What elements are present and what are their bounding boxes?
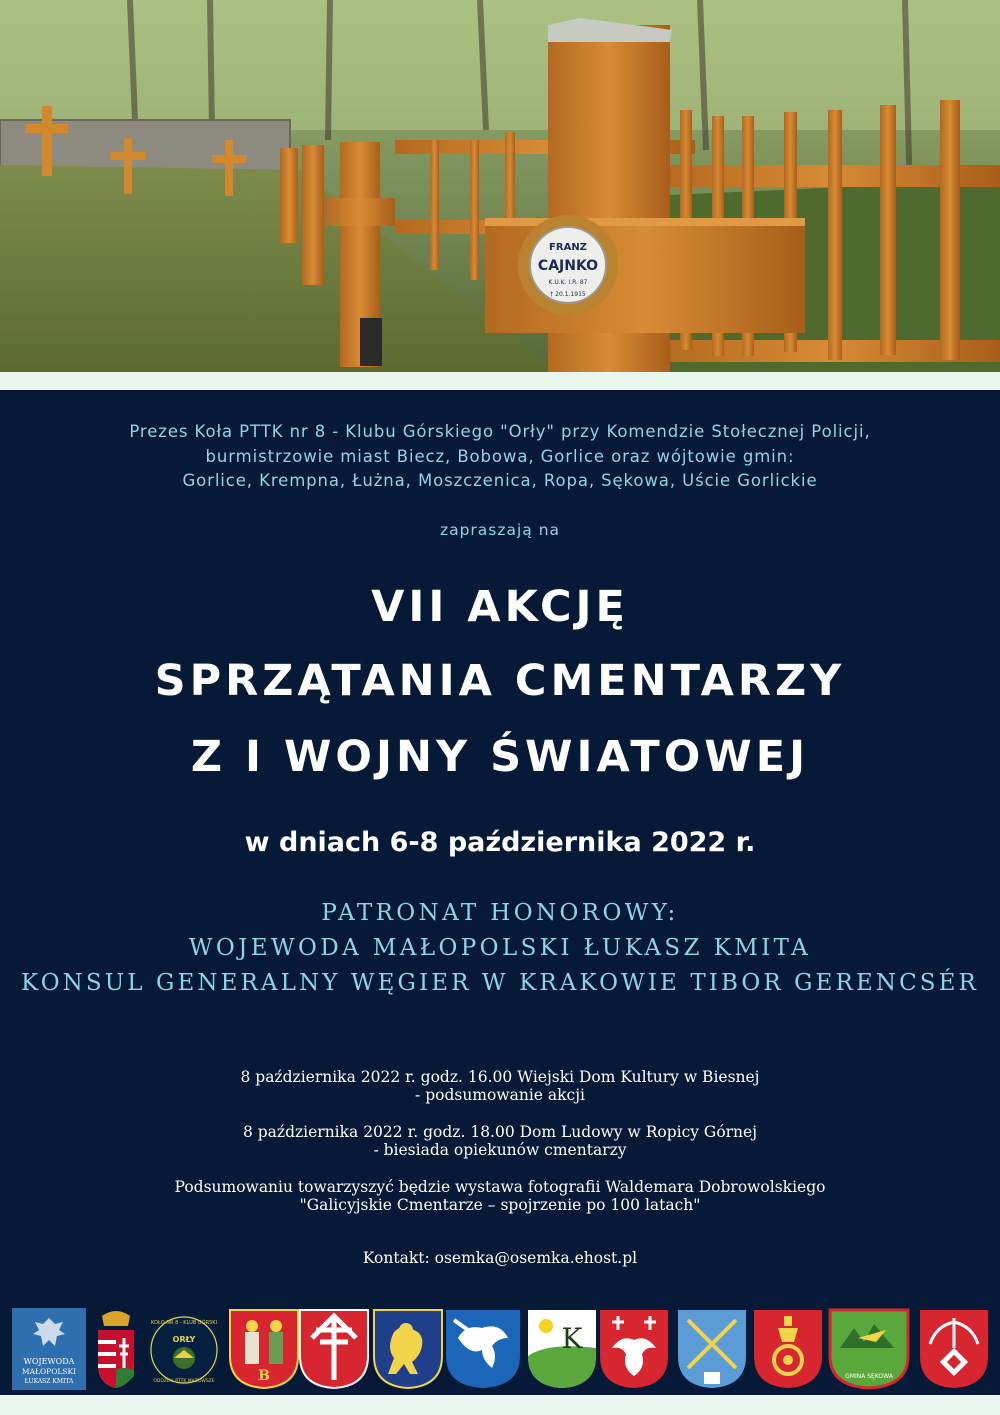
- wojewoda-line-3: ŁUKASZ KMITA: [24, 1378, 74, 1385]
- lamp-crest-icon: [752, 1308, 824, 1390]
- sponsor-logos-row: [0, 1308, 1000, 1392]
- contact-info[interactable]: Kontakt: osemka@osemka.ehost.pl: [362, 1249, 638, 1267]
- exhibition-line: Podsumowaniu towarzyszyć będzie wystawa fotografii Waldemara Dobrowolskiego: [174, 1178, 826, 1196]
- eagle-crosses-crest-icon: [598, 1308, 670, 1390]
- invitation-panel: [0, 390, 1000, 1395]
- pttk-bottom-text: ODDZIAŁ PTTK MAZOWSZE: [153, 1379, 215, 1384]
- event-title-line-2: SPRZĄTANIA CMENTARZY: [154, 656, 846, 706]
- cemetery-photo: [0, 0, 1000, 372]
- event-item-line: 8 października 2022 r. godz. 18.00 Dom Ludowy w Ropicy Górnej: [242, 1123, 758, 1141]
- event-title-line-3: Z I WOJNY ŚWIATOWEJ: [190, 732, 810, 782]
- eagle-arm-crest-icon: [444, 1308, 522, 1390]
- pttk-orly-badge-icon: [146, 1308, 222, 1390]
- invite-text: zapraszają na: [439, 521, 561, 539]
- pttk-center-text: ORŁY: [172, 1335, 196, 1344]
- organizers-line: Gorlice, Krempna, Łużna, Moszczenica, Ropa, Sękowa, Uście Gorlickie: [182, 471, 818, 490]
- exhibition-note: [0, 1178, 1000, 1214]
- event-item: [0, 1068, 1000, 1104]
- event-item-line: - biesiada opiekunów cmentarzy: [373, 1141, 627, 1159]
- fountain-crest-icon: [918, 1308, 990, 1390]
- sekowa-text: GMINA SĘKOWA: [845, 1373, 893, 1380]
- event-dates: w dniach 6-8 października 2022 r.: [244, 827, 756, 858]
- organizers-block: [0, 420, 1000, 494]
- biecz-saints-crest-icon: [228, 1308, 300, 1390]
- event-item-line: - podsumowanie akcji: [415, 1086, 585, 1104]
- pttk-top-text: KOŁO NR 8 - KLUB GÓRSKI: [151, 1320, 217, 1326]
- bottom-strip: [0, 1395, 1000, 1415]
- event-item: [0, 1123, 1000, 1159]
- krempna-letter: K: [561, 1322, 583, 1355]
- sekowa-crest-icon: [828, 1308, 910, 1390]
- plaque-line-1: FRANZ: [549, 242, 587, 253]
- wojewoda-line-2: MAŁOPOLSKI: [21, 1367, 77, 1376]
- cemetery-illustration: [0, 0, 1000, 372]
- lion-crest-icon: [372, 1308, 444, 1390]
- organizers-line: burmistrzowie miast Biecz, Bobowa, Gorlice oraz wójtowie gmin:: [205, 446, 795, 466]
- patron-voivode: WOJEWODA MAŁOPOLSKI ŁUKASZ KMITA: [188, 935, 812, 961]
- patron-consul: KONSUL GENERALNY WĘGIER W KRAKOWIE TIBOR GERENCSÉR: [21, 970, 979, 996]
- hungary-crest-icon: [94, 1308, 138, 1390]
- event-title-line-1: VII AKCJĘ: [371, 582, 629, 632]
- plaque-line-3: K.U.K. I.R. 87: [548, 279, 588, 286]
- plaque-line-2: CAJNKO: [537, 258, 599, 274]
- cross-crest-icon: [298, 1308, 370, 1390]
- organizers-line: Prezes Koła PTTK nr 8 - Klubu Górskiego "Orły" przy Komendzie Stołecznej Policji,: [129, 422, 871, 441]
- krempna-sun-crest-icon: [526, 1308, 598, 1390]
- patronage-heading: PATRONAT HONOROWY:: [321, 900, 679, 926]
- exhibition-line: "Galicyjskie Cmentarze – spojrzenie po 100 latach": [299, 1196, 701, 1214]
- eagle-emblem-icon: [12, 1308, 86, 1390]
- crossed-tools-crest-icon: [676, 1308, 748, 1390]
- plaque-line-4: † 20.1.1915: [550, 291, 586, 298]
- wojewoda-line-1: WOJEWODA: [23, 1357, 75, 1366]
- biecz-letter: B: [258, 1368, 270, 1384]
- event-item-line: 8 października 2022 r. godz. 16.00 Wiejski Dom Kultury w Biesnej: [240, 1068, 760, 1086]
